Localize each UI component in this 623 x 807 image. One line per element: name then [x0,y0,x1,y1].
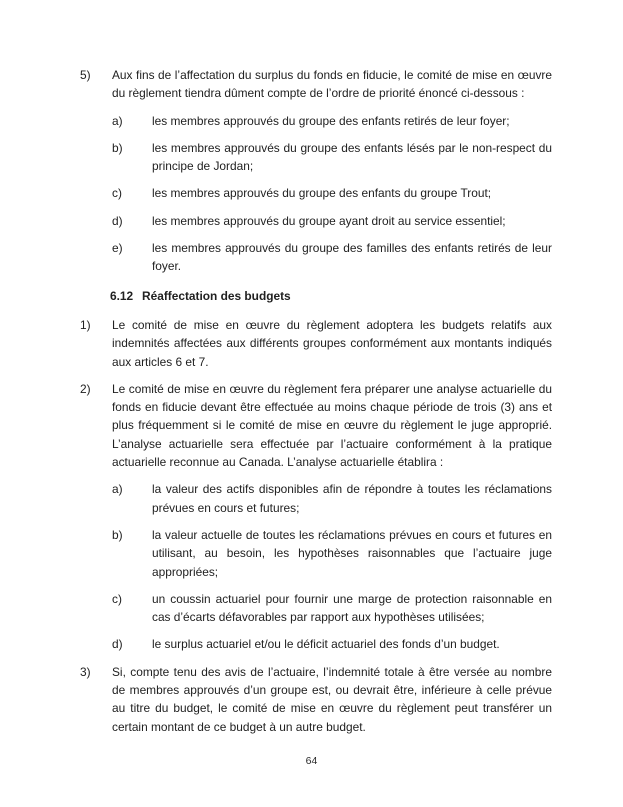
list-item-text: Le comité de mise en œuvre du règlement fera préparer une analyse actuarielle du fonds en fiducie devant être effectuée au moins chaque période de trois (3) ans et plus fréquemment si le comité de mise en œuvre du règlement le juge approprié. L’analyse actuarielle sera effectuée par l’actuaire conformément à la pratique actuarielle reconnue au Canada. L’analyse actuarielle établira : [112,381,552,470]
document-body [80,66,552,736]
list-item [80,66,552,103]
list-item-text: Le comité de mise en œuvre du règlement adoptera les budgets relatifs aux indemnités affectées aux différents groupes conformément aux montants indiqués aux articles 6 et 7. [112,317,552,369]
list-marker: b) [112,140,123,155]
list-item [80,239,552,276]
list-item [80,526,552,581]
list-item-text: Si, compte tenu des avis de l’actuaire, l’indemnité totale à être versée au nombre de membres approuvés d’un groupe est, ou devrait être, inférieure à celle prévue au titre du budget, le comité de mise en œuvre du règlement peut transférer un certain montant de ce budget à un autre budget. [112,664,552,734]
list-item-text: les membres approuvés du groupe des enfants du groupe Trout; [152,186,492,201]
list-marker: b) [112,527,123,542]
list-item [80,316,552,371]
list-marker: d) [112,213,123,228]
list-marker: 2) [80,381,91,396]
list-item-text: les membres approuvés du groupe des familles des enfants retirés de leur foyer. [152,241,552,274]
list-item [80,480,552,517]
section-heading [110,287,552,305]
list-item-text: un coussin actuariel pour fournir une marge de protection raisonnable en cas d’écarts défavorables par rapport aux hypothèses utilisées; [152,591,552,625]
list-item [80,663,552,736]
list-marker: a) [112,482,123,497]
list-marker: e) [112,241,123,256]
list-item-text: la valeur des actifs disponibles afin de répondre à toutes les réclamations prévues en cours et futures; [152,482,552,515]
list-item [80,380,552,471]
list-item [80,590,552,627]
list-item [80,139,552,176]
list-item-text: les membres approuvés du groupe des enfants retirés de leur foyer; [152,113,510,128]
list-marker: d) [112,637,123,652]
list-marker: c) [112,186,122,201]
list-item-text: les membres approuvés du groupe ayant droit au service essentiel; [152,213,506,228]
list-item-text: le surplus actuariel et/ou le déficit actuariel des fonds d’un budget. [152,637,500,652]
page-number: 64 [305,755,318,767]
list-item [80,635,552,653]
list-marker: 5) [80,68,91,82]
list-item [80,112,552,130]
list-marker: 1) [80,317,91,332]
list-item-text: Aux fins de l’affectation du surplus du fonds en fiducie, le comité de mise en œuvre du règlement tiendra dûment compte de l’ordre de priorité énoncé ci-dessous : [112,68,552,101]
list-marker: c) [112,591,122,606]
list-item [80,184,552,202]
list-marker: a) [112,113,123,128]
section-title: Réaffectation des budgets [142,288,291,303]
list-item [80,212,552,230]
list-item-text: la valeur actuelle de toutes les réclamations prévues en cours et futures en utilisant, au besoin, les hypothèses raisonnables que l’actuaire juge appropriées; [152,527,552,579]
section-number: 6.12 [110,288,134,303]
list-marker: 3) [80,664,91,679]
list-item-text: les membres approuvés du groupe des enfants lésés par le non-respect du principe de Jordan; [152,140,552,174]
